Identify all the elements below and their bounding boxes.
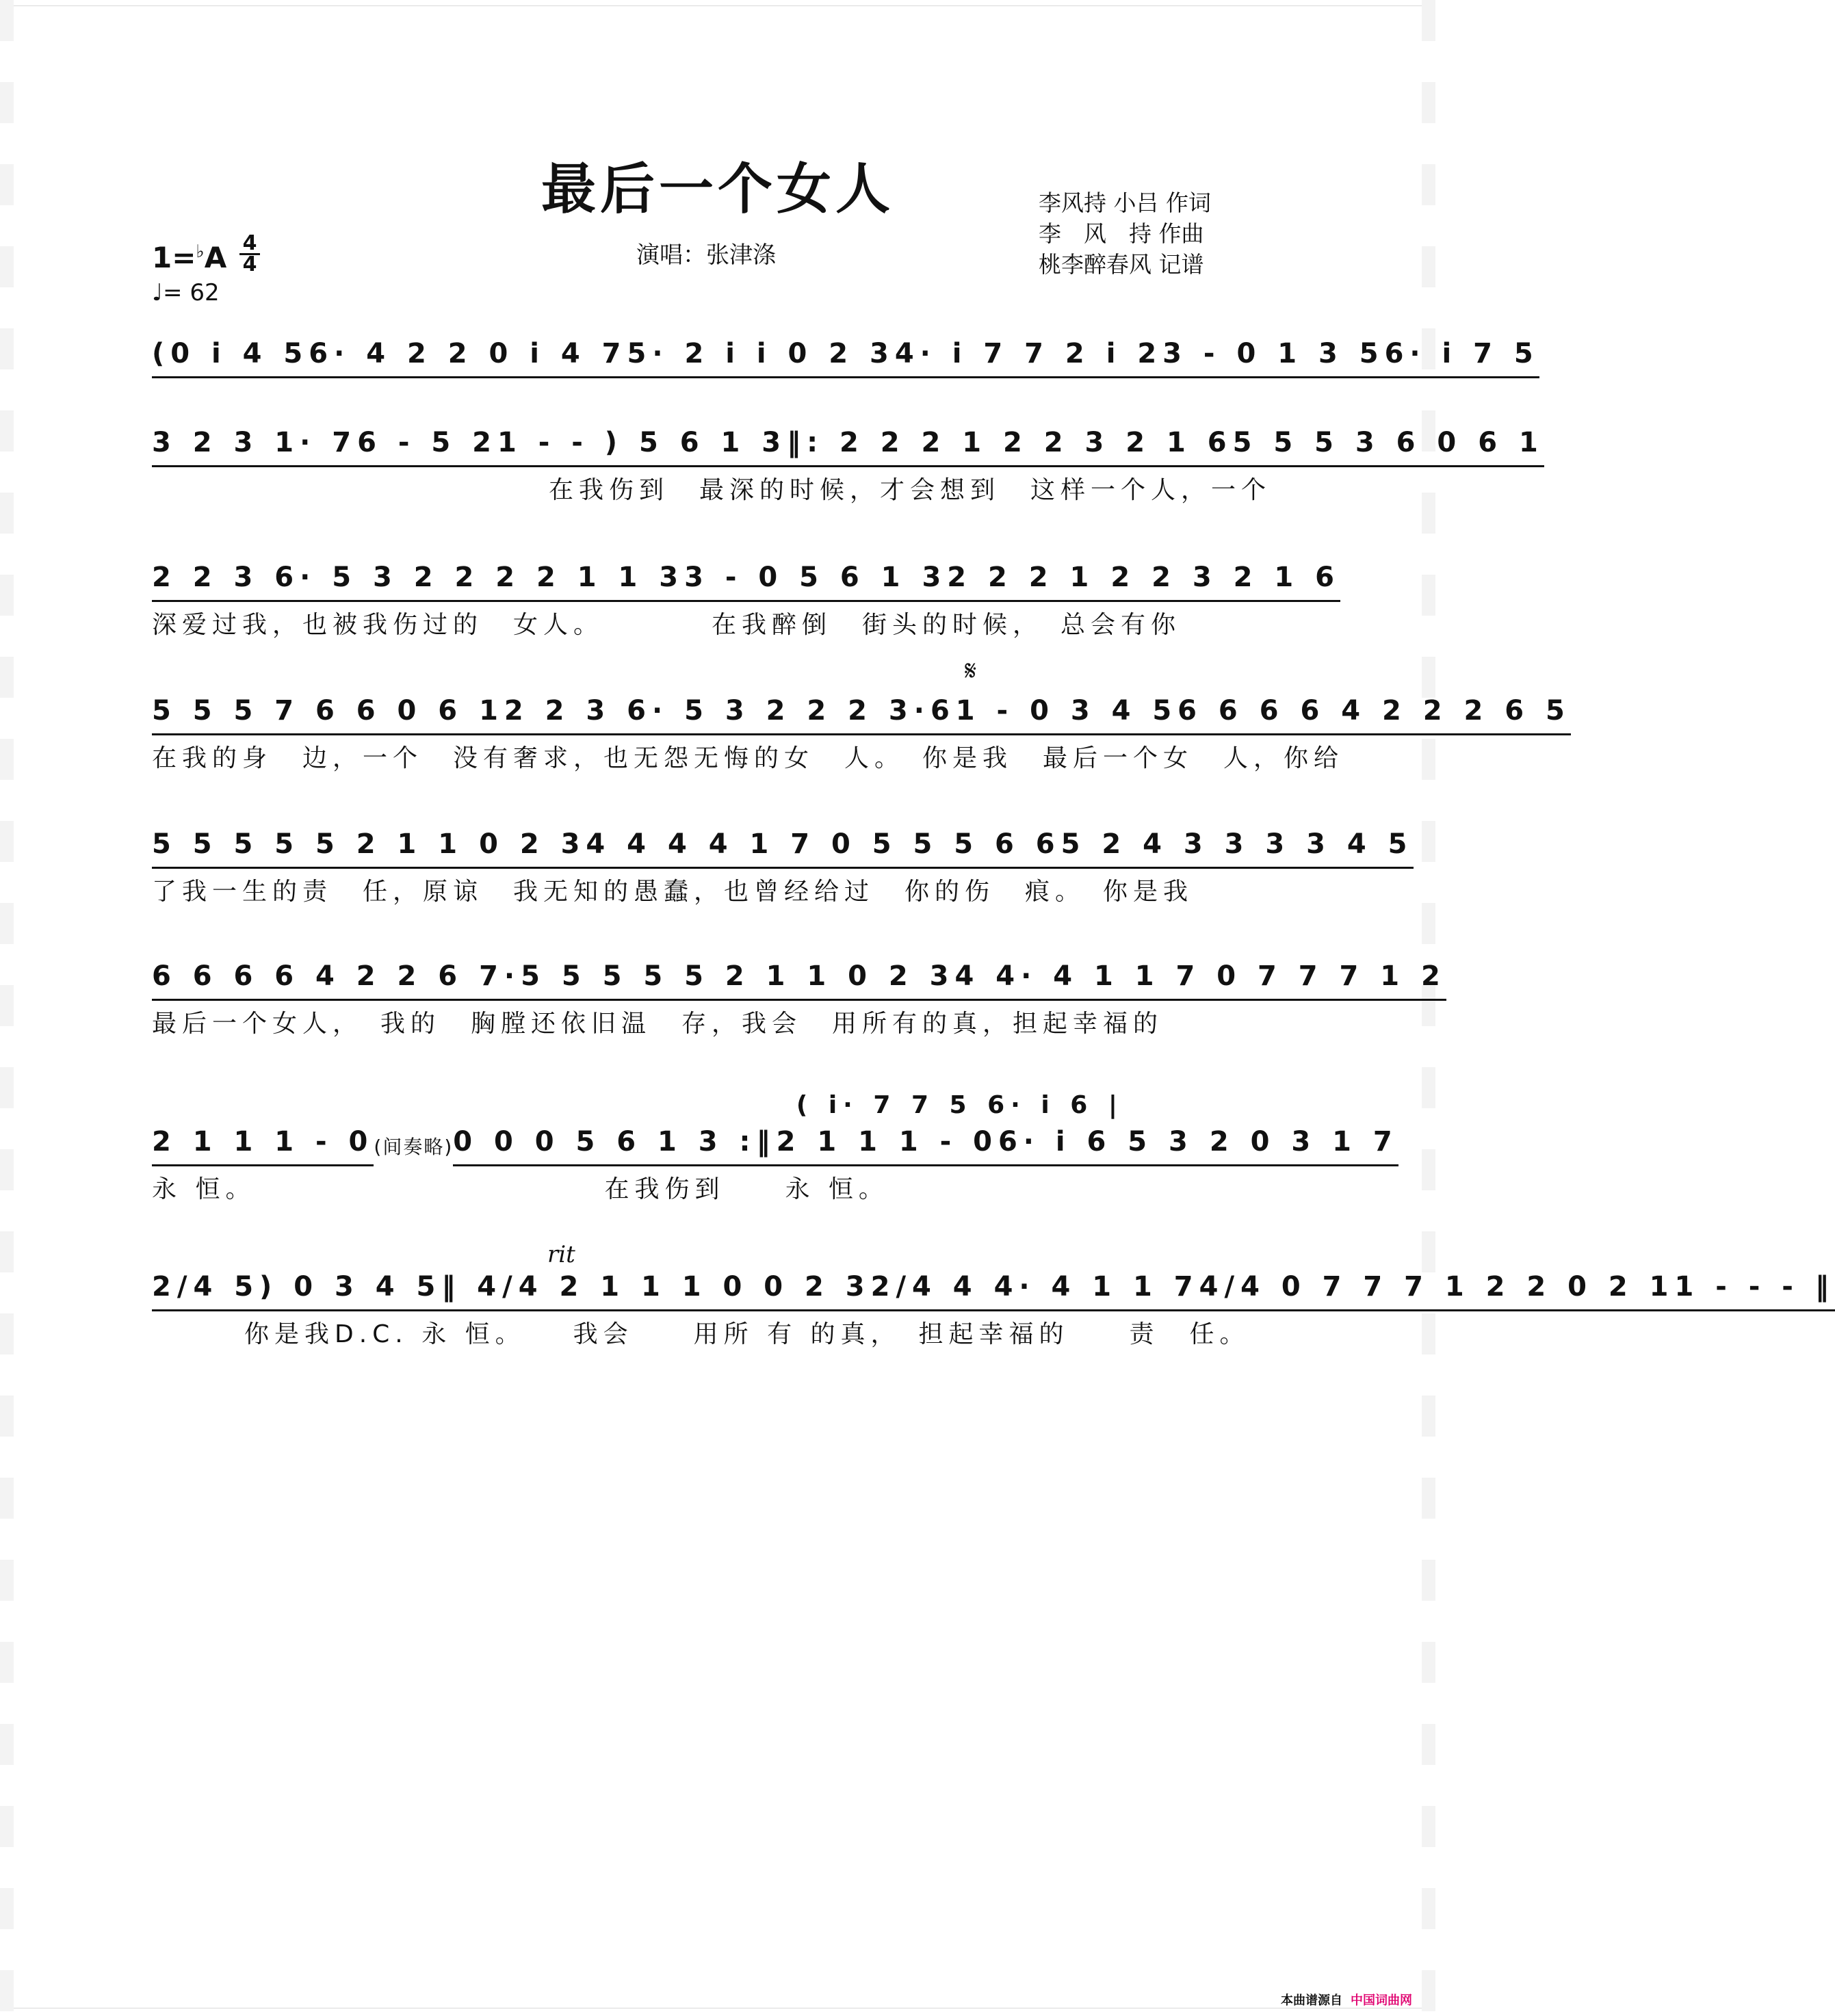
measure: 2/4 4 4· 4 1 1 7 — [871, 1271, 1199, 1311]
measure: 2 2 2 1 2 2 3 2 1 6 — [947, 562, 1340, 602]
ending-measure: ( i· 7 7 5 6· i 6 | — [796, 1090, 1123, 1119]
measure: 5· 2 i i 0 2 3 — [627, 338, 894, 378]
measure: 5 5 5 3 6 0 6 1 — [1233, 427, 1544, 467]
lyrics-line: 了我一生的责 任，原谅 我无知的愚蠢，也曾经给过 你的伤 痕。 你是我 — [152, 878, 1194, 906]
measure: 2 2 3 6· 5 3 2 2 2 2 1 1 3 — [152, 562, 684, 602]
measure: 6 6 6 6 4 2 2 2 6 5 — [1177, 695, 1571, 735]
composer-credit: 李 风 持 作曲 — [1039, 220, 1204, 247]
lyrics-line: 在我的身 边，一个 没有奢求，也无怨无悔的女 人。 你是我 最后一个女 人，你给 — [152, 744, 1344, 772]
notes-row — [152, 1122, 1398, 1170]
measure: 2/4 5) 0 3 4 5 — [152, 1271, 441, 1311]
right-margin-strip — [1422, 0, 1435, 2016]
left-margin-strip — [0, 0, 14, 2016]
rit-marking: rit — [547, 1241, 575, 1268]
ending-notes-row — [152, 1088, 1294, 1122]
footer-site-link[interactable]: 中国词曲网 — [1351, 1993, 1412, 2008]
measure: ‖ 4/4 2 1 1 1 0 0 2 3 — [441, 1271, 870, 1311]
measure: 6 6 6 6 4 2 2 6 7· — [152, 960, 521, 1001]
measure: 1 - - - ‖ — [1674, 1271, 1834, 1311]
lyrics-line: 你是我D.C. 永 恒。 我会 用所 有 的真， 担起幸福的 责 任。 — [244, 1320, 1250, 1348]
measure: 5 5 5 5 5 2 1 1 0 2 3 — [152, 828, 586, 869]
score-system-8 — [152, 1241, 1835, 1356]
measure: 4 4· 4 1 1 7 0 7 7 7 1 2 — [955, 960, 1446, 1001]
measure: 3 2 3 1· 7 — [152, 427, 357, 467]
score-system-5 — [152, 824, 1414, 913]
notes-row — [152, 824, 1414, 872]
key-signature: 1=♭A — [152, 241, 227, 274]
measure: 5 2 4 3 3 3 3 4 5 — [1061, 828, 1414, 869]
lyricist-credit: 李风持 小吕 作词 — [1039, 189, 1211, 216]
notes-row — [152, 1267, 1835, 1315]
measure: 3 - 0 5 6 1 3 — [684, 562, 947, 602]
measure: 0 0 0 5 6 1 3 :‖ — [453, 1126, 776, 1166]
measure: 6· i 6 5 3 2 0 3 1 7 — [998, 1126, 1398, 1166]
measure: 5 5 5 7 6 6 0 6 1 — [152, 695, 504, 735]
segno-mark: 𝄋 — [965, 655, 977, 687]
lyrics-line: 最后一个女人， 我的 胸膛还依旧温 存，我会 用所有的真，担起幸福的 — [152, 1010, 1164, 1038]
score-system-1 — [152, 334, 1539, 382]
measure: 2 2 3 6· 5 3 2 2 2 3·6 — [504, 695, 956, 735]
score-system-2 — [152, 423, 1544, 512]
measure: (0 i 4 5 — [152, 338, 309, 378]
measure: 4/4 0 7 7 7 1 2 2 0 2 1 — [1199, 1271, 1675, 1311]
lyrics-line: 在我伤到 最深的时候，才会想到 这样一个人，一个 — [549, 476, 1272, 504]
score-system-4 — [152, 655, 1571, 780]
measure: 2 1 1 1 - 0 — [152, 1126, 374, 1166]
lyrics-line: 深爱过我，也被我伤过的 女人。 在我醉倒 街头的时候， 总会有你 — [152, 611, 1182, 639]
score-system-3 — [152, 558, 1340, 646]
tempo-marking: ♩= 62 — [152, 279, 220, 306]
measure: 6 - 5 2 — [357, 427, 497, 467]
notes-row — [152, 691, 1571, 739]
footer-source-label: 本曲谱源自 — [1281, 1993, 1342, 2008]
interlude-note: (间奏略) — [374, 1136, 454, 1158]
singer-credit: 演唱：张津涤 — [636, 241, 776, 269]
score-system-7 — [152, 1088, 1398, 1211]
measure: 3 - 0 1 3 5 — [1162, 338, 1384, 378]
measure: 4· i 7 7 2 i 2 — [895, 338, 1162, 378]
measure: ‖: 2 2 2 1 2 2 3 2 1 6 — [787, 427, 1233, 467]
flat-icon: ♭ — [196, 241, 205, 262]
notes-row — [152, 558, 1340, 605]
measure: 5 5 5 5 5 2 1 1 0 2 3 — [521, 960, 954, 1001]
measure: 1 - - ) 5 6 1 3 — [497, 427, 787, 467]
measure: 6· 4 2 2 0 i 4 7 — [309, 338, 627, 378]
transcriber-credit: 桃李醉春风 记谱 — [1039, 251, 1204, 278]
measure: 6· i 7 5 — [1385, 338, 1539, 378]
time-signature: 4 4 — [239, 234, 260, 274]
notes-row — [152, 956, 1446, 1004]
song-title: 最后一个女人 — [541, 157, 894, 221]
measure: 2 1 1 1 - 0 — [777, 1126, 998, 1166]
credits-block — [1039, 187, 1211, 280]
notes-row — [152, 423, 1544, 471]
measure: 1 - 0 3 4 5 — [956, 695, 1177, 735]
score-system-6 — [152, 956, 1446, 1045]
lyrics-line: 永 恒。 在我伤到 永 恒。 — [152, 1175, 889, 1203]
measure: 4 4 4 4 1 7 0 5 5 5 6 6 — [586, 828, 1060, 869]
notes-row — [152, 334, 1539, 382]
